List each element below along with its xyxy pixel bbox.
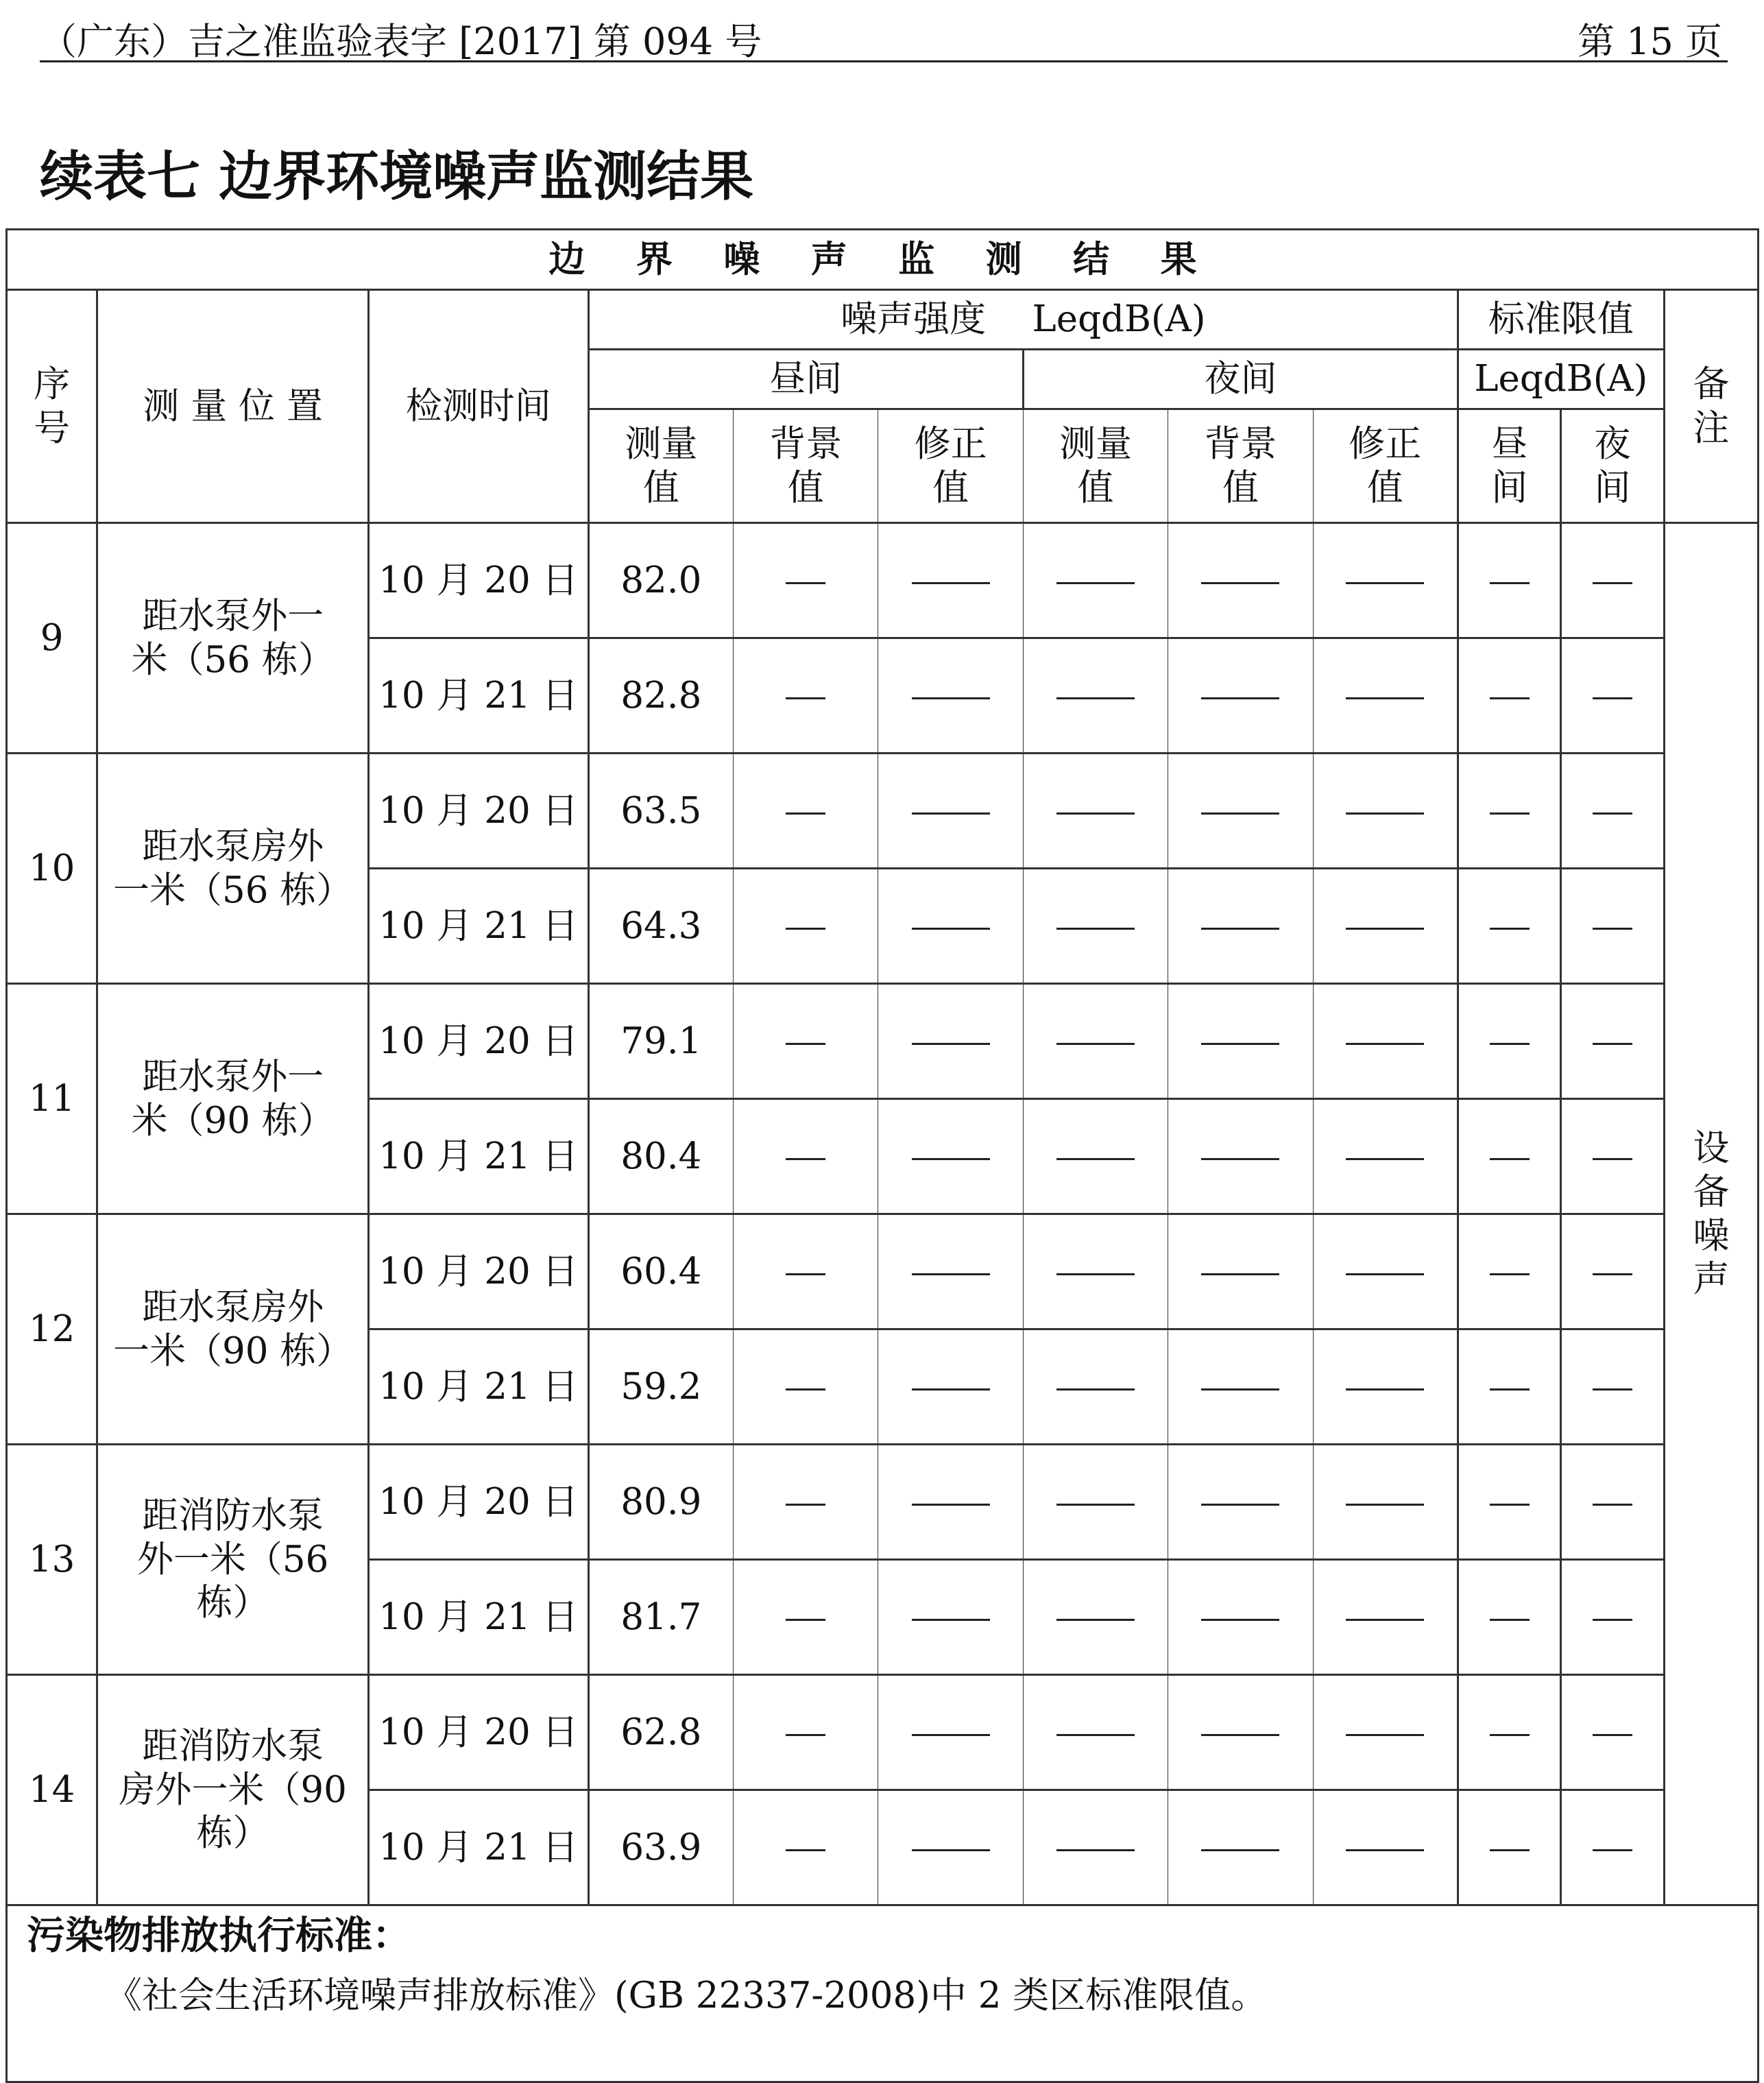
dash-mark (1346, 697, 1424, 699)
table-row (7, 1214, 1759, 1329)
location-cell: 距水泵外一 米（90 栋） (97, 984, 369, 1214)
dash-mark (1346, 1734, 1424, 1736)
location-cell: 距水泵外一 米（56 栋） (97, 523, 369, 754)
dash-mark (1593, 1043, 1632, 1045)
time-header: 检测时间 (369, 290, 589, 523)
dash-mark (1346, 582, 1424, 584)
dash-mark (1056, 1619, 1135, 1621)
limit-day-cell (1458, 1560, 1561, 1675)
limit-night-cell (1561, 984, 1664, 1099)
day-measured-cell: 82.8 (588, 638, 733, 754)
night-background-cell (1168, 984, 1313, 1099)
day-background-cell (734, 638, 878, 754)
limit-day-cell (1458, 984, 1561, 1099)
dash-mark (786, 1849, 825, 1851)
day-measured-cell: 79.1 (588, 984, 733, 1099)
night-background-cell (1168, 754, 1313, 869)
day-measured-cell: 80.4 (588, 1099, 733, 1214)
limit-night-cell (1561, 1790, 1664, 1905)
night-corrected-cell (1313, 1445, 1458, 1560)
limit-night-cell (1561, 1214, 1664, 1329)
night-background-cell (1168, 1099, 1313, 1214)
dash-mark (1593, 1734, 1632, 1736)
dash-mark (912, 1504, 990, 1506)
night-corrected-cell (1313, 1099, 1458, 1214)
day-corrected-cell (878, 984, 1023, 1099)
day-header: 昼间 (588, 350, 1023, 409)
night-measured-cell (1023, 1560, 1168, 1675)
dash-mark (1490, 1158, 1530, 1160)
dash-mark (1201, 1849, 1279, 1851)
dash-mark (1346, 1388, 1424, 1390)
day-corrected-cell (878, 1790, 1023, 1905)
table-caption: 边 界 噪 声 监 测 结 果 (7, 230, 1759, 290)
dash-mark (1201, 1504, 1279, 1506)
dash-mark (1490, 1504, 1530, 1506)
dash-mark (1201, 812, 1279, 815)
night-corrected-cell (1313, 1790, 1458, 1905)
night-background-cell (1168, 1445, 1313, 1560)
day-measured-cell: 63.9 (588, 1790, 733, 1905)
night-corrected-header: 修正 值 (1313, 409, 1458, 523)
location-header: 测 量 位 置 (97, 290, 369, 523)
dash-mark (912, 812, 990, 815)
day-background-cell (734, 1099, 878, 1214)
dash-mark (1490, 812, 1530, 815)
dash-mark (1056, 1388, 1135, 1390)
dash-mark (1056, 812, 1135, 815)
night-measured-cell (1023, 984, 1168, 1099)
day-measured-cell: 82.0 (588, 523, 733, 638)
dash-mark (1593, 1273, 1632, 1275)
day-measured-cell: 63.5 (588, 754, 733, 869)
day-measured-cell: 60.4 (588, 1214, 733, 1329)
location-cell: 距水泵房外 一米（56 栋） (97, 754, 369, 984)
night-measured-header: 测量 值 (1023, 409, 1168, 523)
limit-day-cell (1458, 638, 1561, 754)
dash-mark (1593, 697, 1632, 699)
limit-night-cell (1561, 1560, 1664, 1675)
seq-cell: 12 (7, 1214, 97, 1445)
night-corrected-cell (1313, 638, 1458, 754)
noise-intensity-header: 噪声强度 LeqdB(A) (588, 290, 1458, 350)
day-corrected-cell (878, 1329, 1023, 1445)
day-background-cell (734, 1560, 878, 1675)
date-cell: 10 月 20 日 (369, 1445, 589, 1560)
dash-mark (1201, 1388, 1279, 1390)
dash-mark (786, 928, 825, 930)
limit-night-cell (1561, 638, 1664, 754)
remark-header: 备 注 (1664, 290, 1758, 523)
dash-mark (1346, 928, 1424, 930)
date-cell: 10 月 21 日 (369, 1790, 589, 1905)
dash-mark (1056, 928, 1135, 930)
dash-mark (1346, 1504, 1424, 1506)
night-corrected-cell (1313, 1214, 1458, 1329)
night-background-cell (1168, 638, 1313, 754)
dash-mark (1201, 1158, 1279, 1160)
night-background-cell (1168, 1329, 1313, 1445)
page-number: 第 15 页 (1577, 20, 1722, 63)
dash-mark (1346, 812, 1424, 815)
limit-day-cell (1458, 1214, 1561, 1329)
day-corrected-cell (878, 1099, 1023, 1214)
document-number: （广东）吉之准监验表字 [2017] 第 094 号 (40, 20, 762, 63)
standard-footer (7, 1905, 1759, 2082)
dash-mark (1593, 1504, 1632, 1506)
dash-mark (1056, 1273, 1135, 1275)
day-corrected-cell (878, 1445, 1023, 1560)
limit-day-cell (1458, 523, 1561, 638)
day-background-cell (734, 1329, 878, 1445)
limit-night-cell (1561, 1329, 1664, 1445)
night-measured-cell (1023, 1675, 1168, 1790)
dash-mark (912, 1388, 990, 1390)
dash-mark (786, 1619, 825, 1621)
night-background-header: 背景 值 (1168, 409, 1313, 523)
night-background-cell (1168, 1560, 1313, 1675)
dash-mark (1490, 928, 1530, 930)
location-cell: 距消防水泵 房外一米（90 栋） (97, 1675, 369, 1905)
standard-text: 《社会生活环境噪声排放标准》(GB 22337-2008)中 2 类区标准限值。 (106, 1975, 1268, 2017)
limit-night-header: 夜 间 (1561, 409, 1664, 523)
day-background-cell (734, 984, 878, 1099)
limit-night-cell (1561, 1099, 1664, 1214)
day-corrected-cell (878, 869, 1023, 984)
limit-night-cell (1561, 523, 1664, 638)
date-cell: 10 月 20 日 (369, 1214, 589, 1329)
day-background-cell (734, 1445, 878, 1560)
table-row (7, 1675, 1759, 1790)
dash-mark (1201, 697, 1279, 699)
day-corrected-cell (878, 1560, 1023, 1675)
date-cell: 10 月 21 日 (369, 1099, 589, 1214)
dash-mark (1346, 1043, 1424, 1045)
seq-header: 序 号 (7, 290, 97, 523)
dash-mark (1593, 1849, 1632, 1851)
seq-cell: 13 (7, 1445, 97, 1675)
seq-cell: 11 (7, 984, 97, 1214)
night-corrected-cell (1313, 1675, 1458, 1790)
date-cell: 10 月 21 日 (369, 869, 589, 984)
day-corrected-cell (878, 1675, 1023, 1790)
dash-mark (1490, 1619, 1530, 1621)
section-title: 续表七 边界环境噪声监测结果 (40, 146, 754, 208)
day-background-cell (734, 1675, 878, 1790)
night-measured-cell (1023, 523, 1168, 638)
dash-mark (786, 1388, 825, 1390)
dash-mark (1201, 1273, 1279, 1275)
night-header: 夜间 (1023, 350, 1458, 409)
limit-day-cell (1458, 869, 1561, 984)
location-cell: 距水泵房外 一米（90 栋） (97, 1214, 369, 1445)
day-background-cell (734, 1790, 878, 1905)
dash-mark (786, 582, 825, 584)
limit-day-header: 昼 间 (1458, 409, 1561, 523)
dash-mark (786, 697, 825, 699)
dash-mark (1490, 1043, 1530, 1045)
limit-night-cell (1561, 754, 1664, 869)
dash-mark (912, 582, 990, 584)
dash-mark (1056, 697, 1135, 699)
night-background-cell (1168, 1214, 1313, 1329)
day-background-cell (734, 869, 878, 984)
dash-mark (912, 1043, 990, 1045)
dash-mark (1593, 1619, 1632, 1621)
dash-mark (1201, 928, 1279, 930)
dash-mark (1490, 582, 1530, 584)
page-header (40, 5, 1728, 62)
night-background-cell (1168, 869, 1313, 984)
night-measured-cell (1023, 1214, 1168, 1329)
limit-day-cell (1458, 1675, 1561, 1790)
dash-mark (1593, 1158, 1632, 1160)
date-cell: 10 月 21 日 (369, 1329, 589, 1445)
dash-mark (786, 1158, 825, 1160)
dash-mark (1593, 1388, 1632, 1390)
seq-cell: 9 (7, 523, 97, 754)
dash-mark (1056, 1849, 1135, 1851)
limit-night-cell (1561, 1675, 1664, 1790)
night-measured-cell (1023, 869, 1168, 984)
day-background-cell (734, 523, 878, 638)
dash-mark (1490, 1273, 1530, 1275)
dash-mark (912, 1273, 990, 1275)
day-corrected-header: 修正 值 (878, 409, 1023, 523)
dash-mark (1201, 1043, 1279, 1045)
day-background-cell (734, 1214, 878, 1329)
dash-mark (1201, 1734, 1279, 1736)
day-corrected-cell (878, 523, 1023, 638)
dash-mark (1593, 812, 1632, 815)
day-background-cell (734, 754, 878, 869)
table-row (7, 984, 1759, 1099)
dash-mark (1490, 1388, 1530, 1390)
dash-mark (786, 1504, 825, 1506)
limit-day-cell (1458, 1445, 1561, 1560)
dash-mark (786, 1043, 825, 1045)
day-corrected-cell (878, 638, 1023, 754)
dash-mark (912, 1734, 990, 1736)
night-corrected-cell (1313, 984, 1458, 1099)
dash-mark (1593, 582, 1632, 584)
dash-mark (1201, 582, 1279, 584)
night-measured-cell (1023, 1099, 1168, 1214)
seq-cell: 10 (7, 754, 97, 984)
noise-results-table (5, 228, 1759, 2083)
dash-mark (786, 1734, 825, 1736)
night-corrected-cell (1313, 754, 1458, 869)
day-corrected-cell (878, 1214, 1023, 1329)
dash-mark (786, 1273, 825, 1275)
night-corrected-cell (1313, 869, 1458, 984)
remark-cell: 设 备 噪 声 (1664, 523, 1758, 1905)
dash-mark (1346, 1619, 1424, 1621)
seq-cell: 14 (7, 1675, 97, 1905)
dash-mark (1056, 1504, 1135, 1506)
table-row (7, 523, 1759, 638)
dash-mark (1056, 1043, 1135, 1045)
limit-night-cell (1561, 1445, 1664, 1560)
night-measured-cell (1023, 754, 1168, 869)
day-measured-cell: 80.9 (588, 1445, 733, 1560)
dash-mark (1056, 1734, 1135, 1736)
table-row (7, 754, 1759, 869)
dash-mark (912, 1158, 990, 1160)
night-measured-cell (1023, 1790, 1168, 1905)
date-cell: 10 月 20 日 (369, 523, 589, 638)
night-background-cell (1168, 1790, 1313, 1905)
date-cell: 10 月 20 日 (369, 1675, 589, 1790)
day-measured-cell: 64.3 (588, 869, 733, 984)
dash-mark (1490, 697, 1530, 699)
date-cell: 10 月 21 日 (369, 1560, 589, 1675)
day-measured-header: 测量 值 (588, 409, 733, 523)
day-background-header: 背景 值 (734, 409, 878, 523)
dash-mark (786, 812, 825, 815)
day-measured-cell: 62.8 (588, 1675, 733, 1790)
dash-mark (1056, 1158, 1135, 1160)
day-corrected-cell (878, 754, 1023, 869)
table-row (7, 1445, 1759, 1560)
date-cell: 10 月 20 日 (369, 984, 589, 1099)
table-body (7, 523, 1759, 1905)
dash-mark (912, 928, 990, 930)
limit-day-cell (1458, 1099, 1561, 1214)
date-cell: 10 月 21 日 (369, 638, 589, 754)
night-corrected-cell (1313, 523, 1458, 638)
location-cell: 距消防水泵 外一米（56 栋） (97, 1445, 369, 1675)
night-background-cell (1168, 523, 1313, 638)
dash-mark (1490, 1849, 1530, 1851)
limit-day-cell (1458, 754, 1561, 869)
dash-mark (1346, 1158, 1424, 1160)
night-measured-cell (1023, 1329, 1168, 1445)
limit-night-cell (1561, 869, 1664, 984)
night-corrected-cell (1313, 1560, 1458, 1675)
night-measured-cell (1023, 638, 1168, 754)
standard-label: 污染物排放执行标准： (27, 1914, 411, 1958)
limit-day-cell (1458, 1329, 1561, 1445)
dash-mark (1593, 928, 1632, 930)
date-cell: 10 月 20 日 (369, 754, 589, 869)
dash-mark (912, 1619, 990, 1621)
day-measured-cell: 59.2 (588, 1329, 733, 1445)
day-measured-cell: 81.7 (588, 1560, 733, 1675)
dash-mark (1346, 1849, 1424, 1851)
night-background-cell (1168, 1675, 1313, 1790)
limit-day-cell (1458, 1790, 1561, 1905)
dash-mark (1346, 1273, 1424, 1275)
limit-unit-header: LeqdB(A) (1458, 350, 1665, 409)
limit-header: 标准限值 (1458, 290, 1665, 350)
night-measured-cell (1023, 1445, 1168, 1560)
dash-mark (912, 697, 990, 699)
dash-mark (1056, 582, 1135, 584)
dash-mark (912, 1849, 990, 1851)
night-corrected-cell (1313, 1329, 1458, 1445)
dash-mark (1201, 1619, 1279, 1621)
dash-mark (1490, 1734, 1530, 1736)
